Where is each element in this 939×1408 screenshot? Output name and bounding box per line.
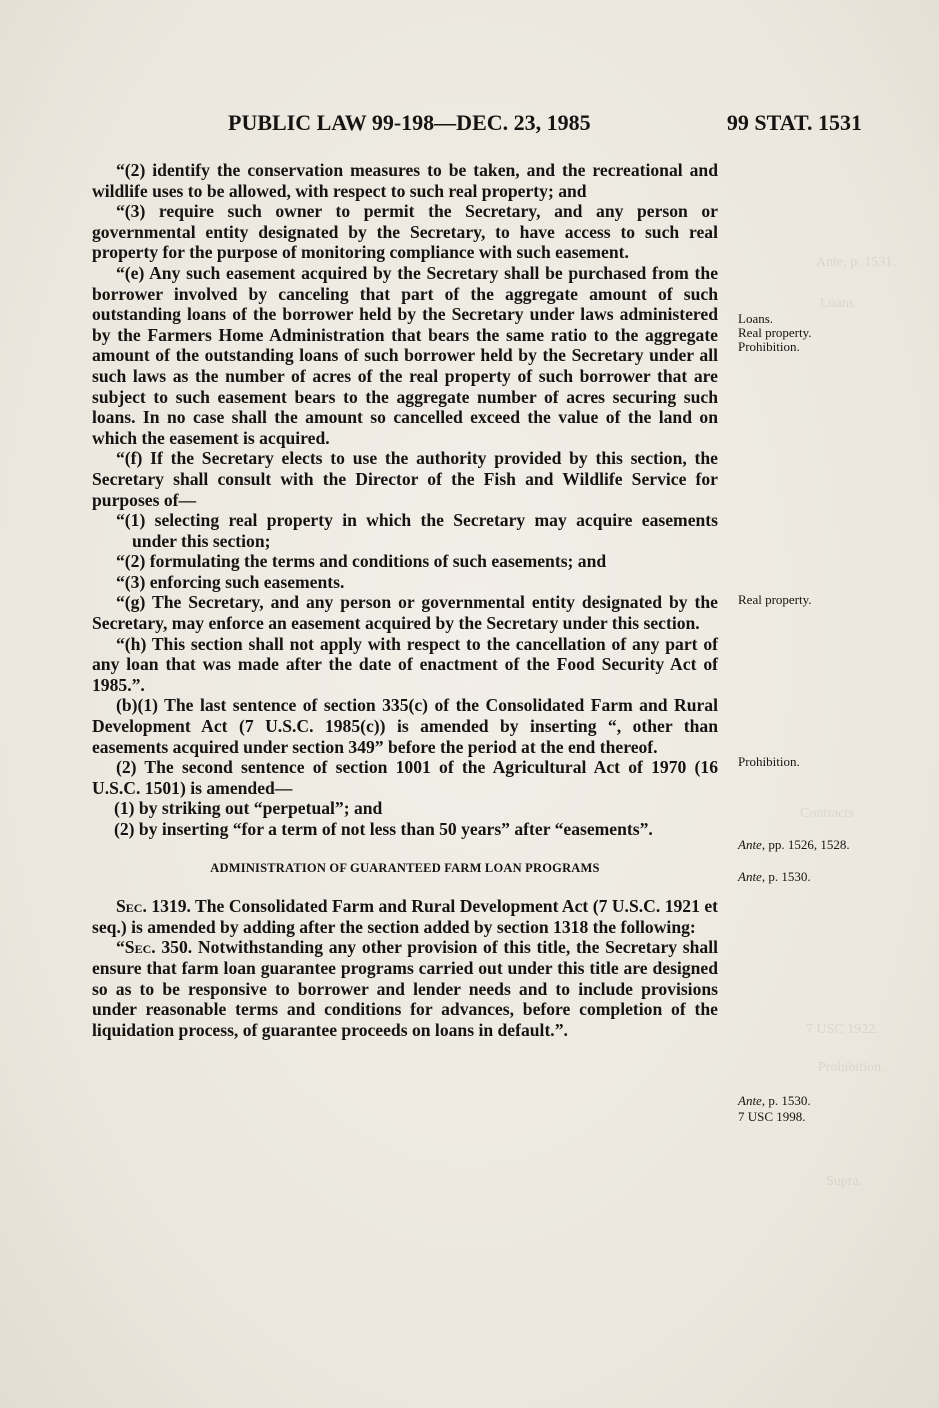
margin-note-text: p. 1530.: [765, 1093, 811, 1108]
margin-note: [738, 838, 868, 852]
page-header: [228, 110, 862, 140]
page-number: 99 STAT. 1531: [726, 110, 862, 135]
bleed-through-text: Prohibition.: [818, 1060, 885, 1075]
bleed-through-text: Supra.: [826, 1174, 863, 1189]
margin-note: 7 USC 1998.: [738, 1109, 806, 1124]
bleed-through-text: Loans: [820, 296, 855, 311]
margin-note-ref: Ante,: [738, 837, 766, 852]
body-text: [92, 160, 718, 1040]
margin-note-line: Loans.: [738, 311, 774, 326]
paragraph: “(h) This section shall not apply with respect to the cancellation of any part of any loan that was made after the date of enactment of the Food Security Act of 1985.”.: [92, 633, 718, 695]
section-1319: [92, 896, 718, 937]
section-text: 1319. The Consolidated Farm and Rural Development Act (7 U.S.C. 1921 et seq.) is amended by adding after the section added by section 1318 the following:: [92, 896, 718, 937]
margin-note: [738, 870, 868, 884]
section-heading: ADMINISTRATION OF GUARANTEED FARM LOAN PROGRAMS: [210, 860, 600, 875]
paragraph: (2) The second sentence of section 1001 of the Agricultural Act of 1970 (16 U.S.C. 1501) is amended—: [92, 757, 718, 798]
paragraph: “(2) identify the conservation measures to be taken, and the recreational and wildlife uses to be allowed, with respect to such real property; and: [92, 160, 718, 201]
paragraph: (2) by inserting “for a term of not less than 50 years” after “easements”.: [114, 819, 653, 839]
margin-note: [738, 312, 868, 354]
section-label: Sec.: [116, 896, 147, 917]
paragraph: “(g) The Secretary, and any person or governmental entity designated by the Secretary, may enforce an easement acquired by the Secretary under this section.: [92, 592, 718, 634]
margin-note-ref: Ante,: [738, 869, 766, 884]
margin-note-line: Prohibition.: [738, 339, 800, 354]
margin-note-ref: Ante,: [738, 1093, 766, 1108]
margin-note: Prohibition.: [738, 754, 800, 769]
paragraph: (b)(1) The last sentence of section 335(c) of the Consolidated Farm and Rural Development Act (7 U.S.C. 1985(c)) is amended by inserting “, other than easements acquired under section 349” before the period at the end thereof.: [92, 695, 718, 757]
paragraph: “(3) enforcing such easements.: [116, 571, 345, 592]
section-label: Sec.: [124, 937, 156, 958]
margin-note-text: pp. 1526, 1528.: [765, 837, 850, 852]
paragraph: “(e) Any such easement acquired by the Secretary shall be purchased from the borrower involved by canceling that part of the aggregate amount of such outstanding loans of the borrower held by the Secretary under laws administered by the Farmers Home Administration that bears the same ratio to the aggregate amount of the outstanding loans of such borrower held by the Secretary under all such laws as the number of acres of the real property of such borrower that are subject to such easement bears to the aggregate number of acres securing such loans. In no case shall the amount so cancelled exceed the value of the land on which the easement is acquired.: [92, 262, 718, 448]
paragraph: “(f) If the Secretary elects to use the authority provided by this section, the Secretary shall consult with the Director of the Fish and Wildlife Service for purposes of—: [92, 448, 718, 510]
paragraph: (1) by striking out “perpetual”; and: [114, 798, 383, 819]
section-text: 350. Notwithstanding any other provision of this title, the Secretary shall ensure that farm loan guarantee programs carried out under this title are designed so as to be responsive to borrower and lender needs and to include provisions under reasonable terms and conditions for advances, before completion of the liquidation process, of guarantee proceeds on loans in default.”.: [92, 937, 718, 1040]
bleed-through-text: Contracts: [800, 806, 854, 821]
bleed-through-text: 7 USC 1922.: [806, 1022, 879, 1037]
paragraph: “(1) selecting real property in which the Secretary may acquire easements under this section;: [116, 510, 718, 551]
margin-note: Real property.: [738, 592, 812, 607]
margin-note: [738, 1094, 868, 1108]
margin-note-line: Real property.: [738, 325, 812, 340]
paragraph: “(3) require such owner to permit the Secretary, and any person or governmental entity designated by the Secretary, to have access to such real property for the purpose of monitoring compliance with such easement.: [92, 201, 718, 263]
section-350: [92, 937, 718, 1040]
running-head: PUBLIC LAW 99-198—DEC. 23, 1985: [228, 110, 591, 135]
margin-note-text: p. 1530.: [765, 869, 811, 884]
open-quote: “: [116, 937, 125, 958]
paragraph: “(2) formulating the terms and conditions of such easements; and: [116, 551, 607, 572]
bleed-through-text: Ante, p. 1531.: [816, 255, 896, 270]
